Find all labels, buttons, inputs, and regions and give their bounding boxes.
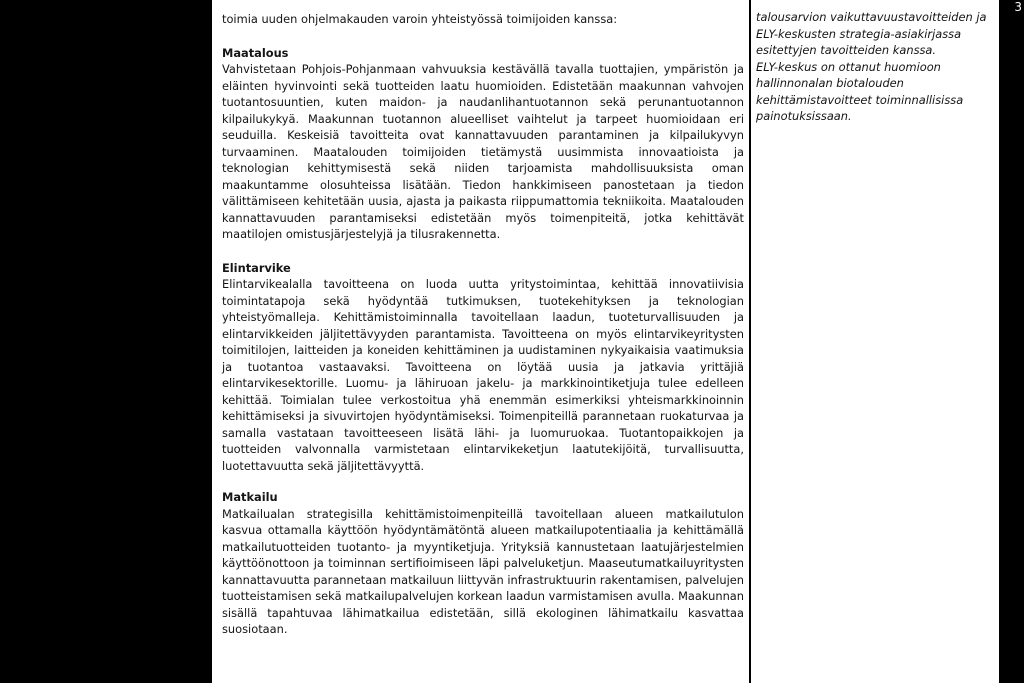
sidebar-paragraph-1: talousarvion vaikuttavuustavoitteiden ja ELY-keskusten strategia-asiakirjassa esitettyjen tavoitteiden kanssa. [756,10,987,57]
section-body-matkailu: Matkailualan strategisilla kehittämistoimenpiteillä tavoitellaan alueen matkailutulon kasvua ottamalla käyttöön hyödyntämätöntä alueen matkailupotentiaalia ja kehittämällä matkailutuotteiden tuotanto- ja myyntiketjuja. Yrityksiä kannustetaan laatujärjestelmien käyttöönottoon ja toiminnan sertifioimiseen läpi palveluketjun. Maaseutumatkailuyritysten kannattavuutta parannetaan matkailuun liittyvän infrastruktuurin rakentamisen, palvelujen tuotteistamisen sekä matkailupalvelujen korkean laadun varmistamisen avulla. Maakunnan sisällä tapahtuvaa lähimatkailua edistetään, sillä ekologinen lähimatkailu kasvattaa suosiotaan. [222,506,744,636]
section-heading-elintarvike: Elintarvike [222,260,291,275]
intro-line: toimia uuden ohjelmakauden varoin yhteistyössä toimijoiden kanssa: [222,12,618,26]
sidebar-column [751,0,999,683]
section-body-maatalous: Vahvistetaan Pohjois-Pohjanmaan vahvuuksia kestävällä tavalla tuottajien, ympäristön ja eläinten hyvinvointi sekä tuotteiden laatu huomioiden. Edistetään maakunnan vahvojen tuotantosuuntien, kuten maidon- ja naudanlihantuotannon sekä perunantuotannon kilpailukykyä. Maakunnan tuotannon alueelliset vaihtelut ja tarpeet huomioidaan eri seuduilla. Keskeisiä tavoitteita ovat kannattavuuden parantaminen ja kilpailukyvyn turvaaminen. Maatalouden toimijoiden tietämystä uusimmista innovaatioista ja teknologian kehittymisestä sekä niiden tarjoamista mahdollisuuksista oman maakuntamme olosuhteissa lisätään. Tiedon hankkimiseen panostetaan ja tiedon välittämiseen kehitetään uusia, ajasta ja paikasta riippumattomia tekniikoita. Maatalouden kannattavuuden parantamiseksi edistetään myös toimenpiteitä, jotka kehittävät maatilojen omistusjärjestelyjä ja tilusrakennetta. [222,62,744,241]
section-matkailu [222,489,744,638]
section-heading-maatalous: Maatalous [222,45,289,60]
sidebar-text-block [756,9,992,125]
main-column [212,0,749,683]
main-text-block [222,11,744,638]
section-elintarvike [222,260,744,475]
section-maatalous [222,45,744,243]
sidebar-paragraph-2: ELY-keskus on ottanut huomioon hallinnonalan biotalouden kehittämistavoitteet toiminnallisissa painotuksissaan. [756,59,964,123]
section-heading-matkailu: Matkailu [222,490,278,504]
section-body-elintarvike: Elintarvikealalla tavoitteena on luoda uutta yritystoimintaa, kehittää innovatiivisia toimintatapoja sekä hyödyntää tutkimuksen, tuotekehityksen ja teknologian yhteistyömalleja. Kehittämistoiminnalla tavoitellaan laadun, tuoteturvallisuuden ja elintarvikkeiden jäljitettävyyden parantamista. Tavoitteena on myös elintarvikeyritysten toimitilojen, laitteiden ja koneiden kehittäminen ja uudistaminen nykyaikaisia vaatimuksia ja tuotantoa vastaavaksi. Tavoitteena on löytää uusia ja jatkavia yrittäjiä elintarvikesektorille. Luomu- ja lähiruoan jakelu- ja markkinointiketjuja tulee edelleen kehittää. Toimialan tulee verkostoitua yhä enemmän esimerkiksi yhteismarkkinoinnin kehittämiseksi ja sivuvirtojen hyödyntämiseksi. Toimenpiteillä parannetaan ruokaturvaa ja samalla vastataan tavoitteeseen lisätä lähi- ja luomuruokaa. Tuotantopaikkojen ja tuotteiden valvonnalla varmistetaan elintarvikeketjun laatutekijöitä, turvallisuutta, luotettavuutta sekä jäljitettävyyttä. [222,277,744,473]
page-number: 3 [1014,0,1022,14]
